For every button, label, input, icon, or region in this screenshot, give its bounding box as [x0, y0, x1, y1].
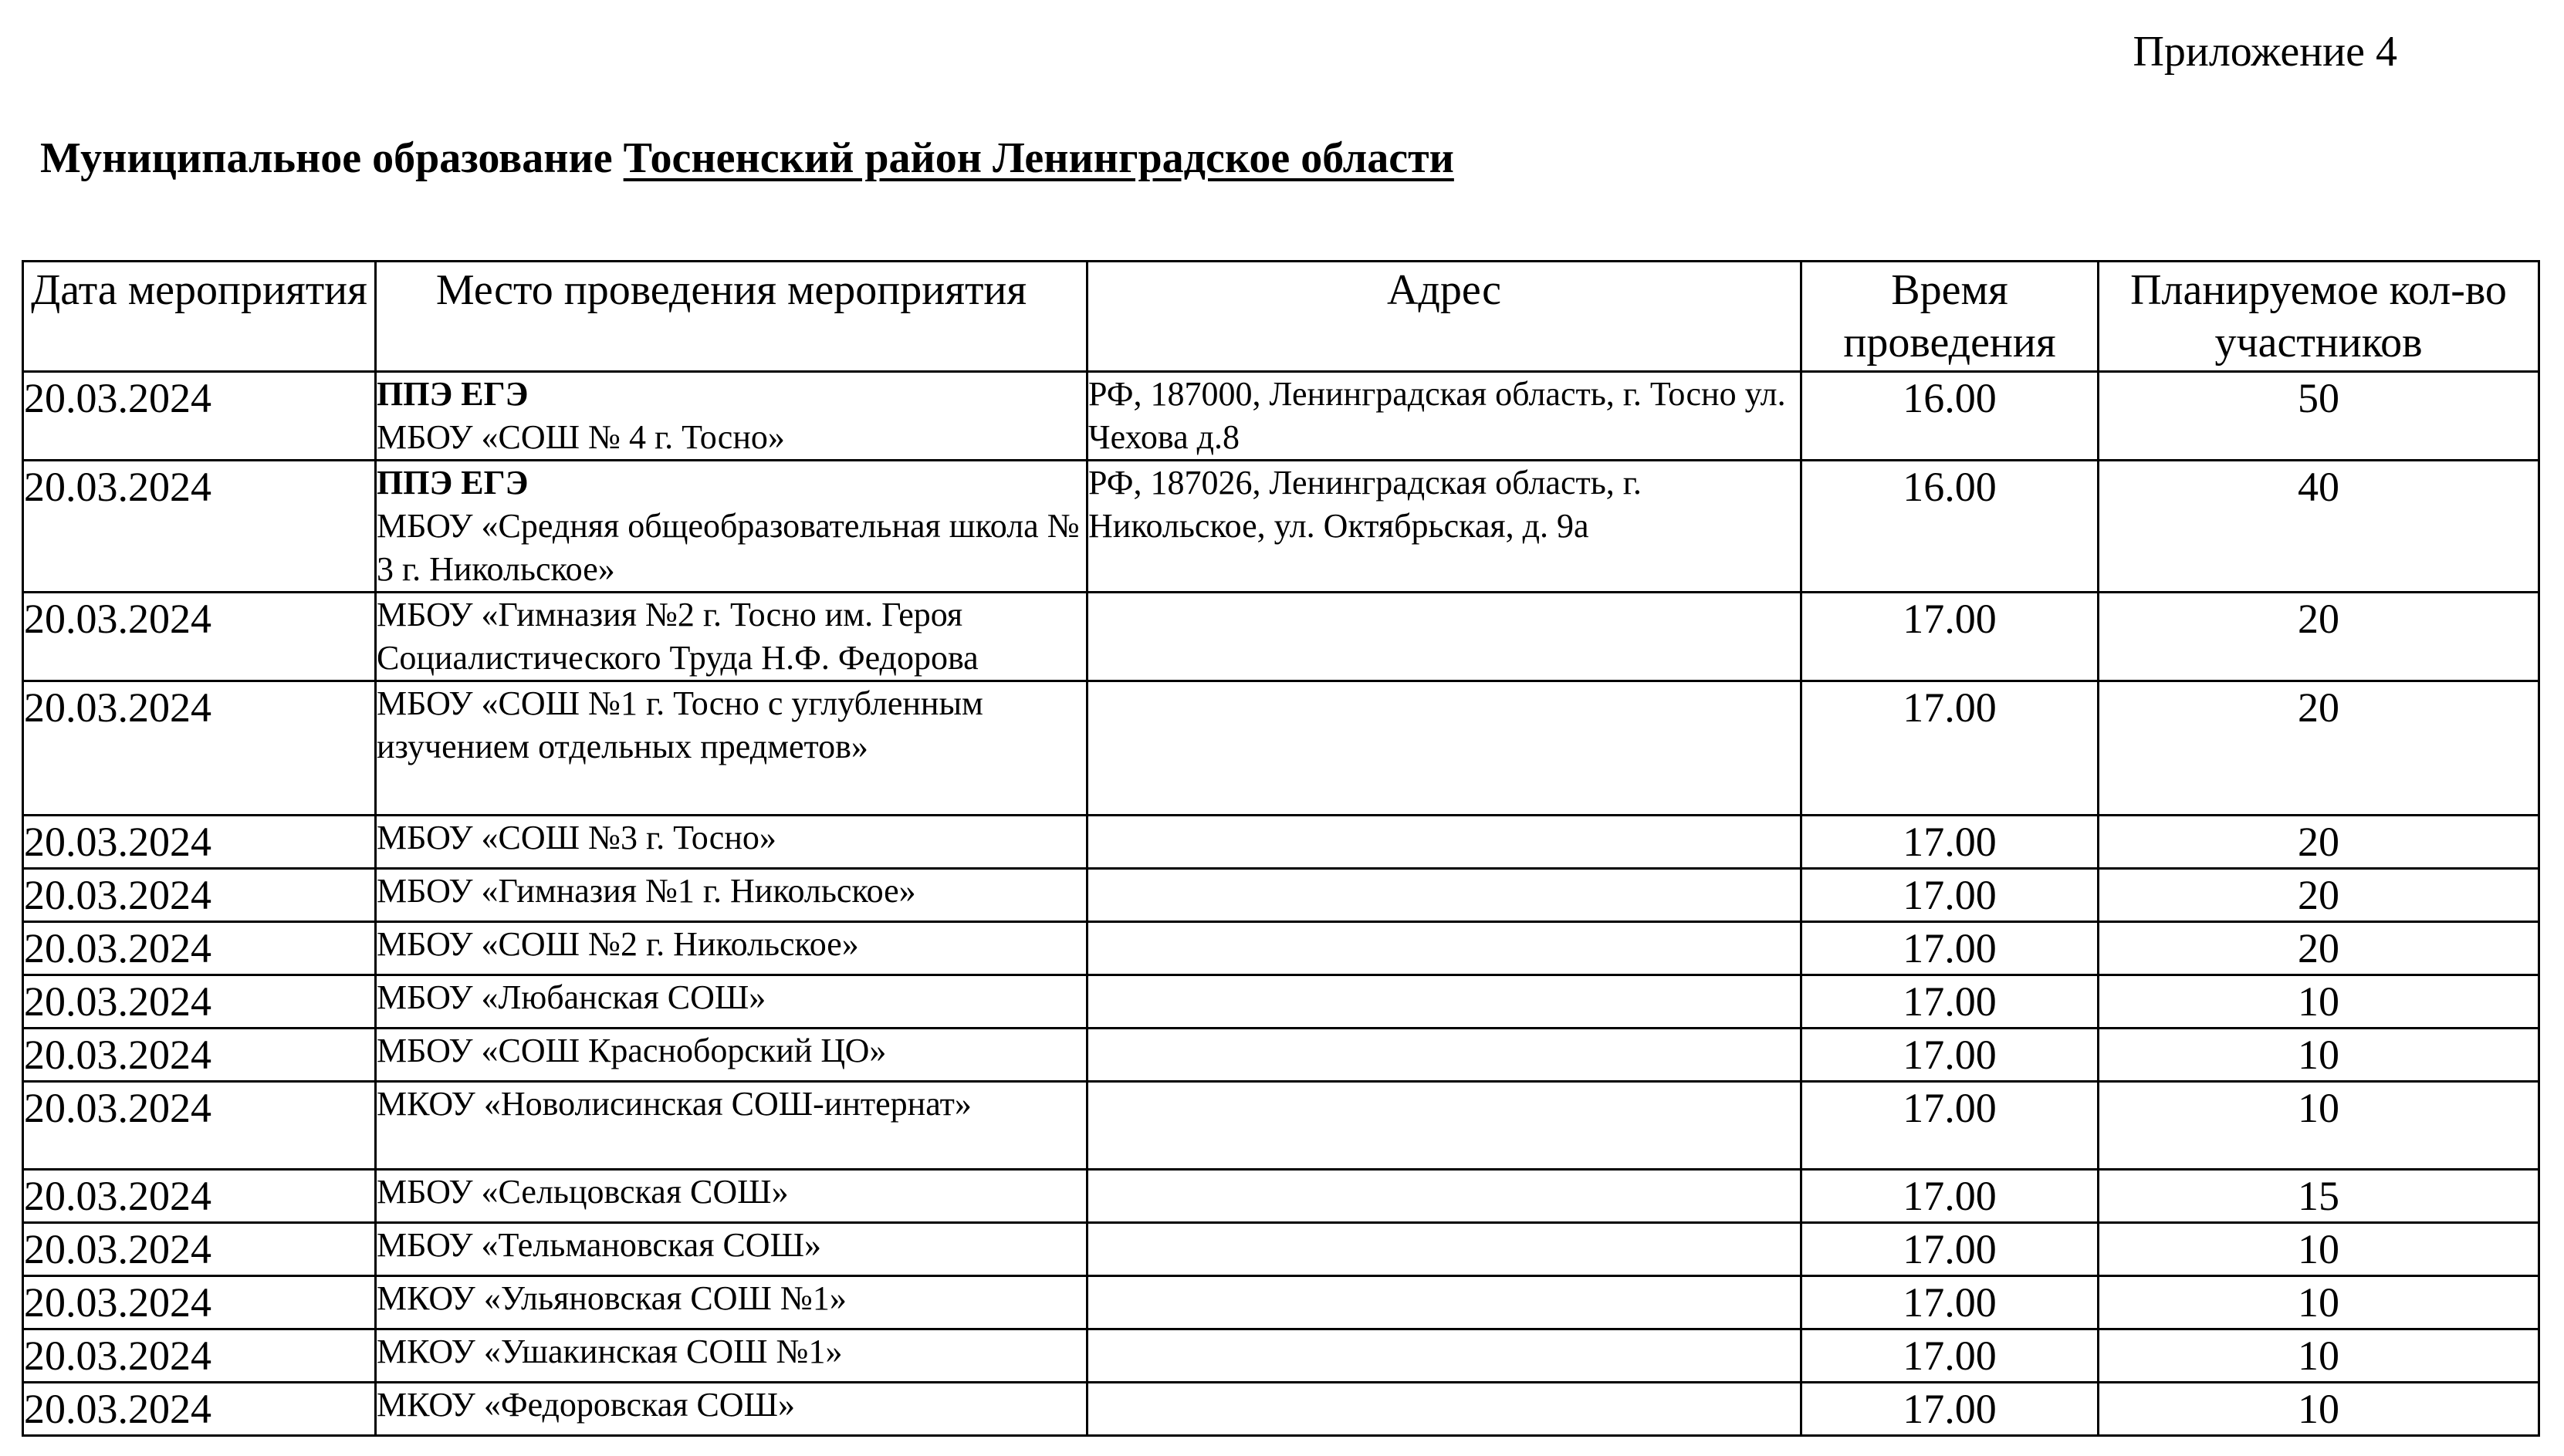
table-row — [23, 372, 2539, 461]
table-row — [23, 1276, 2539, 1329]
table-header-row — [23, 262, 2539, 372]
cell-participants: 10 — [2099, 1329, 2539, 1383]
cell-time: 17.00 — [1801, 816, 2099, 869]
cell-time: 17.00 — [1801, 869, 2099, 922]
cell-date: 20.03.2024 — [23, 593, 376, 681]
cell-address — [1088, 1170, 1801, 1223]
cell-date: 20.03.2024 — [23, 1223, 376, 1276]
cell-address: РФ, 187026, Ленинградская область, г. Никольское, ул. Октябрьская, д. 9а — [1088, 461, 1801, 593]
cell-participants: 20 — [2099, 681, 2539, 816]
municipality-name: Тосненский район Ленинградское области — [623, 134, 1454, 182]
table-row — [23, 1082, 2539, 1170]
cell-place — [376, 1170, 1088, 1223]
cell-address: РФ, 187000, Ленинградская область, г. Тосно ул. Чехова д.8 — [1088, 372, 1801, 461]
cell-participants: 10 — [2099, 1223, 2539, 1276]
cell-place — [376, 816, 1088, 869]
cell-participants: 20 — [2099, 922, 2539, 975]
cell-place — [376, 869, 1088, 922]
cell-place — [376, 372, 1088, 461]
cell-date: 20.03.2024 — [23, 1329, 376, 1383]
cell-date: 20.03.2024 — [23, 681, 376, 816]
cell-place — [376, 1329, 1088, 1383]
table-row — [23, 1223, 2539, 1276]
cell-address — [1088, 1082, 1801, 1170]
cell-participants: 20 — [2099, 593, 2539, 681]
events-table — [22, 260, 2540, 1437]
table-row — [23, 816, 2539, 869]
table-row — [23, 869, 2539, 922]
cell-place-name: МБОУ «Средняя общеобразовательная школа № 3 г. Никольское» — [377, 507, 1080, 588]
municipality-heading — [40, 131, 1454, 185]
cell-address — [1088, 1276, 1801, 1329]
cell-place — [376, 593, 1088, 681]
cell-place — [376, 1223, 1088, 1276]
table-row — [23, 1029, 2539, 1082]
cell-address — [1088, 1329, 1801, 1383]
cell-place-name: МКОУ «Новолисинская СОШ-интернат» — [377, 1085, 972, 1123]
cell-address — [1088, 1383, 1801, 1436]
cell-participants: 20 — [2099, 869, 2539, 922]
cell-time: 17.00 — [1801, 593, 2099, 681]
cell-address — [1088, 681, 1801, 816]
cell-date: 20.03.2024 — [23, 1170, 376, 1223]
cell-place — [376, 1082, 1088, 1170]
cell-date: 20.03.2024 — [23, 1383, 376, 1436]
cell-time: 16.00 — [1801, 461, 2099, 593]
cell-place-name: МБОУ «Гимназия №2 г. Тосно им. Героя Социалистического Труда Н.Ф. Федорова — [377, 596, 979, 677]
cell-time: 17.00 — [1801, 681, 2099, 816]
cell-place-name: МБОУ «СОШ №3 г. Тосно» — [377, 819, 776, 856]
cell-time: 17.00 — [1801, 975, 2099, 1029]
cell-place-exam-label: ППЭ ЕГЭ — [377, 375, 529, 413]
cell-place-name: МБОУ «Любанская СОШ» — [377, 978, 766, 1016]
cell-place-name: МКОУ «Ульяновская СОШ №1» — [377, 1279, 847, 1317]
cell-address — [1088, 922, 1801, 975]
table-row — [23, 922, 2539, 975]
cell-place-name: МБОУ «СОШ Красноборский ЦО» — [377, 1032, 887, 1069]
cell-time: 17.00 — [1801, 1223, 2099, 1276]
table-row — [23, 593, 2539, 681]
cell-date: 20.03.2024 — [23, 816, 376, 869]
cell-participants: 10 — [2099, 975, 2539, 1029]
cell-place — [376, 922, 1088, 975]
cell-date: 20.03.2024 — [23, 869, 376, 922]
cell-date: 20.03.2024 — [23, 922, 376, 975]
column-header-address: Адрес — [1088, 262, 1801, 372]
column-header-participants: Планируемое кол-во участников — [2099, 262, 2539, 372]
cell-time: 17.00 — [1801, 922, 2099, 975]
cell-address — [1088, 1029, 1801, 1082]
cell-participants: 40 — [2099, 461, 2539, 593]
cell-address — [1088, 593, 1801, 681]
cell-date: 20.03.2024 — [23, 461, 376, 593]
cell-time: 17.00 — [1801, 1329, 2099, 1383]
cell-place — [376, 461, 1088, 593]
cell-place — [376, 975, 1088, 1029]
table-row — [23, 461, 2539, 593]
cell-participants: 10 — [2099, 1276, 2539, 1329]
cell-place — [376, 1029, 1088, 1082]
cell-participants: 15 — [2099, 1170, 2539, 1223]
cell-place — [376, 681, 1088, 816]
cell-place-name: МБОУ «Тельмановская СОШ» — [377, 1226, 821, 1264]
cell-place-exam-label: ППЭ ЕГЭ — [377, 464, 529, 502]
cell-place-name: МКОУ «Федоровская СОШ» — [377, 1386, 795, 1424]
cell-place-name: МКОУ «Ушакинская СОШ №1» — [377, 1333, 843, 1370]
table-row — [23, 1329, 2539, 1383]
cell-place-name: МБОУ «СОШ № 4 г. Тосно» — [377, 418, 785, 456]
cell-address — [1088, 1223, 1801, 1276]
cell-time: 17.00 — [1801, 1170, 2099, 1223]
appendix-label: Приложение 4 — [2133, 28, 2397, 76]
cell-address — [1088, 869, 1801, 922]
column-header-place: Место проведения мероприятия — [376, 262, 1088, 372]
cell-address — [1088, 975, 1801, 1029]
cell-time: 17.00 — [1801, 1082, 2099, 1170]
cell-date: 20.03.2024 — [23, 975, 376, 1029]
cell-place-name: МБОУ «Сельцовская СОШ» — [377, 1173, 789, 1211]
table-row — [23, 1383, 2539, 1436]
table-row — [23, 975, 2539, 1029]
cell-time: 17.00 — [1801, 1383, 2099, 1436]
column-header-date: Дата мероприятия — [23, 262, 376, 372]
cell-date: 20.03.2024 — [23, 1082, 376, 1170]
column-header-time: Время проведения — [1801, 262, 2099, 372]
cell-date: 20.03.2024 — [23, 1029, 376, 1082]
cell-place — [376, 1276, 1088, 1329]
cell-date: 20.03.2024 — [23, 1276, 376, 1329]
cell-address — [1088, 816, 1801, 869]
cell-time: 16.00 — [1801, 372, 2099, 461]
table-body — [23, 372, 2539, 1436]
cell-date: 20.03.2024 — [23, 372, 376, 461]
cell-participants: 10 — [2099, 1082, 2539, 1170]
cell-participants: 50 — [2099, 372, 2539, 461]
table-row — [23, 1170, 2539, 1223]
table-row — [23, 681, 2539, 816]
cell-time: 17.00 — [1801, 1276, 2099, 1329]
cell-participants: 10 — [2099, 1029, 2539, 1082]
cell-place-name: МБОУ «Гимназия №1 г. Никольское» — [377, 872, 916, 910]
municipality-label: Муниципальное образование — [40, 134, 613, 182]
cell-place-name: МБОУ «СОШ №1 г. Тосно с углубленным изучением отдельных предметов» — [377, 684, 983, 765]
cell-participants: 20 — [2099, 816, 2539, 869]
cell-place-name: МБОУ «СОШ №2 г. Никольское» — [377, 925, 859, 963]
cell-participants: 10 — [2099, 1383, 2539, 1436]
cell-time: 17.00 — [1801, 1029, 2099, 1082]
cell-place — [376, 1383, 1088, 1436]
